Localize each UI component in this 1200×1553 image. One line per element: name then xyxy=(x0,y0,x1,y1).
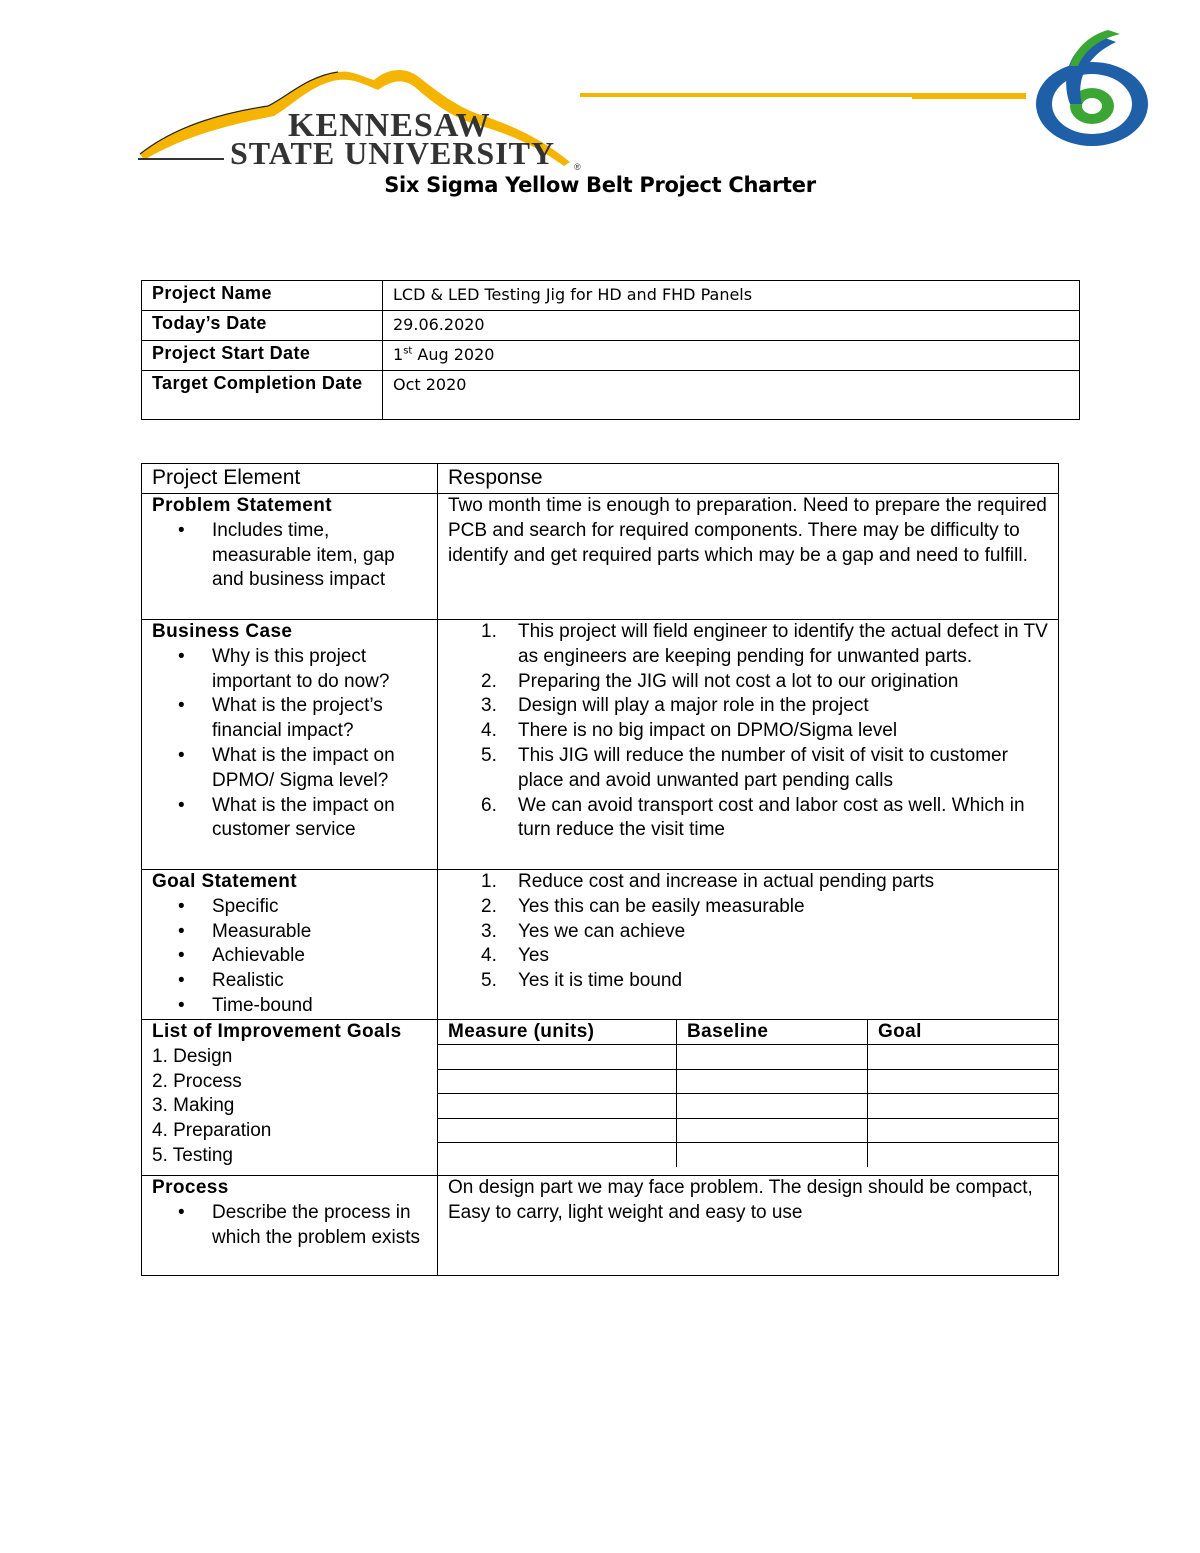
column-header-measure: Measure (units) xyxy=(438,1020,677,1045)
table-row xyxy=(438,1020,1058,1045)
list-item: • What is the project’s financial impact? xyxy=(212,694,427,744)
todays-date-value: 29.06.2020 xyxy=(383,311,1080,341)
improvement-measures-table xyxy=(438,1020,1058,1167)
page-title: Six Sigma Yellow Belt Project Charter xyxy=(384,173,816,197)
goal-cell[interactable] xyxy=(868,1143,1059,1167)
baseline-cell[interactable] xyxy=(677,1118,868,1143)
list-item: 3. Design will play a major role in the project xyxy=(481,695,869,717)
list-item: • What is the impact on DPMO/ Sigma level? xyxy=(212,744,427,794)
table-header-row xyxy=(142,464,1059,494)
list-item: • Includes time, measurable item, gap and business impact xyxy=(212,519,427,593)
goal-statement-row xyxy=(142,870,1059,1020)
goal-statement-response xyxy=(438,870,1059,1020)
business-case-response xyxy=(438,620,1059,870)
project-name-label: Project Name xyxy=(142,281,383,311)
list-item: • Achievable xyxy=(212,944,427,969)
goal-statement-title: Goal Statement xyxy=(152,871,297,892)
baseline-cell[interactable] xyxy=(677,1094,868,1119)
process-row xyxy=(142,1176,1059,1276)
list-item: • Measurable xyxy=(212,920,427,945)
column-header-response: Response xyxy=(438,464,1059,494)
start-date-month: Aug 2020 xyxy=(412,345,495,364)
table-row xyxy=(438,1118,1058,1143)
table-row xyxy=(438,1045,1058,1070)
measure-cell[interactable] xyxy=(438,1045,677,1070)
list-item: 4. Yes xyxy=(481,945,549,967)
problem-statement-title: Problem Statement xyxy=(152,495,332,516)
list-item: • Why is this project important to do now? xyxy=(212,645,427,695)
logo-line-2: STATE UNIVERSITY xyxy=(230,135,556,171)
problem-statement-response: Two month time is enough to preparation. Need to prepare the required PCB and search for required components. There may be difficulty to identify and get required parts which may be a gap and need to fulfill. xyxy=(438,494,1059,620)
goal-cell[interactable] xyxy=(868,1069,1059,1094)
goal-statement-cell xyxy=(142,870,438,1020)
list-item: 2. Yes this can be easily measurable xyxy=(481,895,805,917)
improvement-measures-cell xyxy=(438,1020,1059,1176)
completion-date-value: Oct 2020 xyxy=(383,371,1080,420)
charter-table xyxy=(141,463,1059,1276)
list-item: 4. There is no big impact on DPMO/Sigma level xyxy=(481,720,898,742)
measure-cell[interactable] xyxy=(438,1118,677,1143)
list-item: • Specific xyxy=(212,895,427,920)
process-response: On design part we may face problem. The design should be compact, Easy to carry, light weight and easy to use xyxy=(438,1176,1059,1276)
list-item: 3. Making xyxy=(152,1095,235,1117)
improvement-goals-title: List of Improvement Goals xyxy=(152,1021,402,1042)
table-row xyxy=(438,1143,1058,1167)
column-header-goal: Goal xyxy=(868,1020,1059,1045)
column-header-baseline: Baseline xyxy=(677,1020,868,1045)
list-item: • Realistic xyxy=(212,969,427,994)
logo-line-1: KENNESAW xyxy=(288,107,491,144)
list-item: 1. This project will field engineer to identify the actual defect in TV as engineers are keeping pending for unwanted parts. xyxy=(481,621,1048,667)
list-item: 2. Process xyxy=(152,1070,242,1092)
measure-cell[interactable] xyxy=(438,1069,677,1094)
list-item: 1. Reduce cost and increase in actual pending parts xyxy=(481,871,935,892)
start-date-value xyxy=(383,341,1080,371)
measure-cell[interactable] xyxy=(438,1143,677,1167)
start-date-suffix: st xyxy=(403,345,413,357)
goal-cell[interactable] xyxy=(868,1118,1059,1143)
table-row xyxy=(142,311,1080,341)
table-row xyxy=(438,1094,1058,1119)
list-item: 5. Yes it is time bound xyxy=(481,970,683,992)
header-gold-rule-segment xyxy=(912,96,1026,99)
completion-date-label: Target Completion Date xyxy=(142,371,383,420)
project-name-value: LCD & LED Testing Jig for HD and FHD Panels xyxy=(383,281,1080,311)
problem-statement-cell xyxy=(142,494,438,620)
business-case-cell xyxy=(142,620,438,870)
list-item: 5. Testing xyxy=(152,1144,233,1166)
process-title: Process xyxy=(152,1177,229,1198)
improvement-goals-row xyxy=(142,1020,1059,1176)
measure-cell[interactable] xyxy=(438,1094,677,1119)
table-row xyxy=(142,371,1080,420)
problem-statement-row xyxy=(142,494,1059,620)
business-case-title: Business Case xyxy=(152,621,293,642)
list-item: 1. Design xyxy=(152,1045,233,1067)
kennesaw-state-logo xyxy=(138,66,588,178)
baseline-cell[interactable] xyxy=(677,1143,868,1167)
improvement-goals-cell xyxy=(142,1020,438,1176)
baseline-cell[interactable] xyxy=(677,1069,868,1094)
list-item: 4. Preparation xyxy=(152,1120,272,1142)
business-case-row xyxy=(142,620,1059,870)
list-item: • Time-bound xyxy=(212,994,427,1019)
start-date-day: 1 xyxy=(393,345,404,364)
baseline-cell[interactable] xyxy=(677,1045,868,1070)
goal-cell[interactable] xyxy=(868,1094,1059,1119)
start-date-label: Project Start Date xyxy=(142,341,383,371)
goal-cell[interactable] xyxy=(868,1045,1059,1070)
table-row xyxy=(142,281,1080,311)
list-item: 6. We can avoid transport cost and labor cost as well. Which in turn reduce the visit time xyxy=(481,794,1025,841)
project-info-table xyxy=(141,280,1080,420)
column-header-element: Project Element xyxy=(142,464,438,494)
table-row xyxy=(142,341,1080,371)
list-item: • What is the impact on customer service xyxy=(212,794,427,844)
list-item: • Describe the process in which the problem exists xyxy=(212,1201,427,1251)
table-row xyxy=(438,1069,1058,1094)
list-item: 3. Yes we can achieve xyxy=(481,920,686,942)
process-cell xyxy=(142,1176,438,1276)
svg-text:®: ® xyxy=(574,162,581,172)
six-sigma-logo xyxy=(1030,26,1154,156)
list-item: 5. This JIG will reduce the number of visit of visit to customer place and avoid unwanted part pending calls xyxy=(481,744,1008,791)
todays-date-label: Today’s Date xyxy=(142,311,383,341)
list-item: 2. Preparing the JIG will not cost a lot to our origination xyxy=(481,670,959,692)
